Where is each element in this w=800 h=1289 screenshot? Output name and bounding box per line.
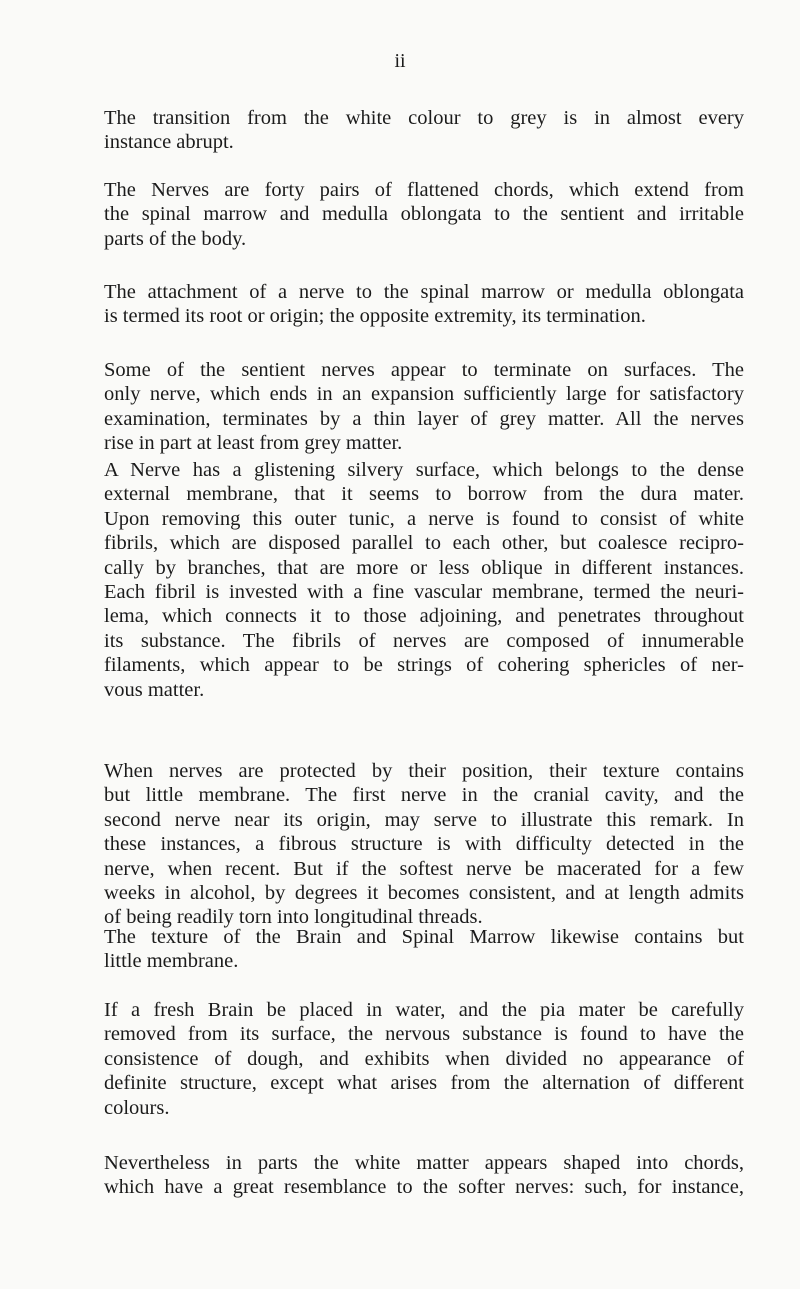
paragraph (104, 458, 744, 702)
paragraph (104, 178, 744, 251)
text-line: external membrane, that it seems to borrow from the dura mater. (104, 483, 744, 506)
text-line: Upon removing this outer tunic, a nerve is found to consist of white (104, 507, 744, 530)
text-line: examination, terminates by a thin layer of grey matter. All the nerves (104, 407, 744, 430)
text-line: nerve, when recent. But if the softest nerve be macerated for a few (104, 857, 744, 880)
paragraph (104, 998, 744, 1120)
text-line: lema, which connects it to those adjoining, and penetrates throughout (104, 605, 744, 628)
text-line: parts of the body. (104, 227, 247, 250)
text-line: which have a great resemblance to the softer nerves: such, for instance, (104, 1176, 744, 1199)
paragraph (104, 1151, 744, 1200)
text-line: cally by branches, that are more or less oblique in different instances. (104, 556, 744, 579)
text-line: rise in part at least from grey matter. (104, 432, 403, 455)
text-line: When nerves are protected by their position, their texture contains (104, 760, 744, 782)
text-line: A Nerve has a glistening silvery surface, which belongs to the dense (104, 459, 744, 481)
text-line: the spinal marrow and medulla oblongata to the sentient and irritable (104, 203, 744, 226)
text-line: only nerve, which ends in an expansion sufficiently large for satisfactory (104, 383, 744, 406)
text-line: consistence of dough, and exhibits when divided no appearance of (104, 1047, 744, 1070)
text-line: The Nerves are forty pairs of flattened chords, which extend from (104, 179, 744, 201)
text-line: Nevertheless in parts the white matter appears shaped into chords, (104, 1152, 744, 1174)
text-line: If a fresh Brain be placed in water, and the pia mater be carefully (104, 999, 744, 1021)
text-line: definite structure, except what arises from the alternation of different (104, 1072, 744, 1095)
text-line: but little membrane. The first nerve in the cranial cavity, and the (104, 784, 744, 807)
text-line: its substance. The fibrils of nerves are composed of innumerable (104, 629, 744, 652)
text-line: these instances, a fibrous structure is with difficulty detected in the (104, 833, 744, 856)
text-line: instance abrupt. (104, 131, 234, 154)
text-line: vous matter. (104, 678, 205, 701)
paragraph (104, 106, 744, 155)
paragraph (104, 925, 744, 974)
text-line: little membrane. (104, 950, 239, 973)
text-line: Each fibril is invested with a fine vascular membrane, termed the neuri- (104, 581, 744, 604)
text-line: colours. (104, 1096, 170, 1119)
text-line: Some of the sentient nerves appear to terminate on surfaces. The (104, 359, 744, 381)
paragraph (104, 280, 744, 329)
text-line: fibrils, which are disposed parallel to each other, but coalesce recipro- (104, 532, 744, 555)
text-line: is termed its root or origin; the opposite extremity, its termination. (104, 305, 646, 328)
text-line: filaments, which appear to be strings of cohering sphericles of ner- (104, 654, 744, 677)
text-line: The transition from the white colour to grey is in almost every (104, 107, 744, 129)
text-line: of being readily torn into longitudinal threads. (104, 906, 483, 929)
text-line: The texture of the Brain and Spinal Marrow likewise contains but (104, 926, 744, 948)
text-line: removed from its surface, the nervous substance is found to have the (104, 1023, 744, 1046)
text-line: The attachment of a nerve to the spinal marrow or medulla oblongata (104, 281, 744, 303)
text-line: weeks in alcohol, by degrees it becomes consistent, and at length admits (104, 882, 744, 905)
paragraph (104, 358, 744, 456)
text-line: second nerve near its origin, may serve to illustrate this remark. In (104, 808, 744, 831)
page-number: ii (394, 50, 406, 72)
paragraph (104, 759, 744, 930)
